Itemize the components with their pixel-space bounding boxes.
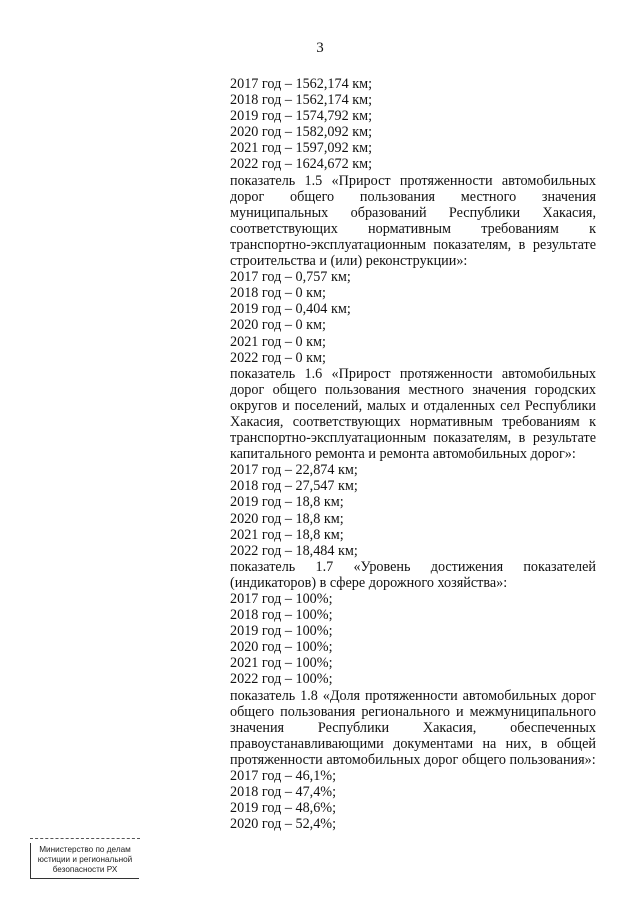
paragraph-line: (индикаторов) в сфере дорожного хозяйства»:	[230, 574, 508, 591]
document-body	[230, 76, 596, 832]
indicator-paragraph	[230, 366, 596, 463]
paragraph-line: правоустанавливающими документами на них, в общей	[230, 735, 596, 752]
paragraph-line: показатель 1.8 «Доля протяженности автомобильных дорог	[230, 687, 596, 704]
value-line: 2022 год – 18,484 км;	[230, 542, 358, 559]
paragraph-line: значения Республики Хакасия, обеспеченных	[230, 719, 596, 736]
paragraph-line: округов и поселений, малых и отдаленных сел Республики	[230, 397, 596, 414]
paragraph-line: капитального ремонта и ремонта автомобильных дорог»:	[230, 446, 576, 463]
paragraph-line: показатель 1.6 «Прирост протяженности автомобильных	[230, 365, 596, 382]
value-line: 2020 год – 52,4%;	[230, 816, 337, 833]
stamp-divider	[30, 838, 140, 839]
value-line: 2020 год – 18,8 км;	[230, 510, 344, 527]
value-line: 2022 год – 100%;	[230, 671, 333, 688]
value-line: 2019 год – 48,6%;	[230, 800, 337, 817]
indicator-paragraph	[230, 688, 596, 768]
paragraph-line: дорог общего пользования местного значения городских	[230, 381, 596, 398]
paragraph-line: Хакасия, соответствующих нормативным требованиям к	[230, 413, 596, 430]
value-line: 2018 год – 47,4%;	[230, 784, 337, 801]
value-line: 2018 год – 27,547 км;	[230, 478, 358, 495]
indicator-paragraph	[230, 559, 596, 591]
value-line: 2018 год – 0 км;	[230, 285, 326, 302]
value-line: 2022 год – 1624,672 км;	[230, 156, 373, 173]
value-line: 2017 год – 22,874 км;	[230, 462, 358, 479]
value-line: 2020 год – 1582,092 км;	[230, 124, 373, 141]
stamp-line: юстиции и региональной	[37, 855, 133, 864]
registration-stamp	[30, 843, 139, 879]
indicator-paragraph	[230, 173, 596, 270]
value-line: 2022 год – 0 км;	[230, 349, 326, 366]
paragraph-line: соответствующих нормативным требованиям к	[230, 220, 596, 237]
page-number: 3	[316, 40, 324, 56]
paragraph-line: транспортно-эксплуатационным показателям, в результате	[230, 236, 596, 253]
value-line: 2018 год – 1562,174 км;	[230, 92, 373, 109]
value-line: 2019 год – 100%;	[230, 623, 333, 640]
paragraph-line: строительства и (или) реконструкции»:	[230, 253, 468, 270]
value-line: 2020 год – 100%;	[230, 639, 333, 656]
value-line: 2019 год – 1574,792 км;	[230, 108, 373, 125]
stamp-line: безопасности РХ	[52, 865, 118, 874]
paragraph-line: транспортно-эксплуатационным показателям, в результате	[230, 430, 596, 447]
paragraph-line: показатель 1.7 «Уровень достижения показателей	[230, 558, 596, 575]
stamp-line: Министерство по делам	[39, 845, 131, 854]
paragraph-line: показатель 1.5 «Прирост протяженности автомобильных	[230, 172, 596, 189]
value-line: 2017 год – 100%;	[230, 591, 333, 607]
value-line: 2019 год – 0,404 км;	[230, 301, 351, 318]
value-line: 2019 год – 18,8 км;	[230, 494, 344, 511]
value-line: 2017 год – 1562,174 км;	[230, 76, 373, 92]
value-line: 2021 год – 0 км;	[230, 333, 326, 350]
value-line: 2021 год – 1597,092 км;	[230, 140, 373, 157]
paragraph-line: муниципальных образований Республики Хакасия,	[230, 204, 596, 221]
paragraph-line: дорог общего пользования местного значения	[230, 188, 596, 205]
value-line: 2021 год – 18,8 км;	[230, 526, 344, 543]
value-line: 2017 год – 0,757 км;	[230, 269, 351, 286]
paragraph-line: протяженности автомобильных дорог общего пользования»:	[230, 751, 596, 768]
value-line: 2020 год – 0 км;	[230, 317, 326, 334]
value-line: 2017 год – 46,1%;	[230, 768, 337, 785]
value-line: 2021 год – 100%;	[230, 655, 333, 672]
value-line: 2018 год – 100%;	[230, 607, 333, 624]
paragraph-line: общего пользования регионального и межмуниципального	[230, 703, 596, 720]
